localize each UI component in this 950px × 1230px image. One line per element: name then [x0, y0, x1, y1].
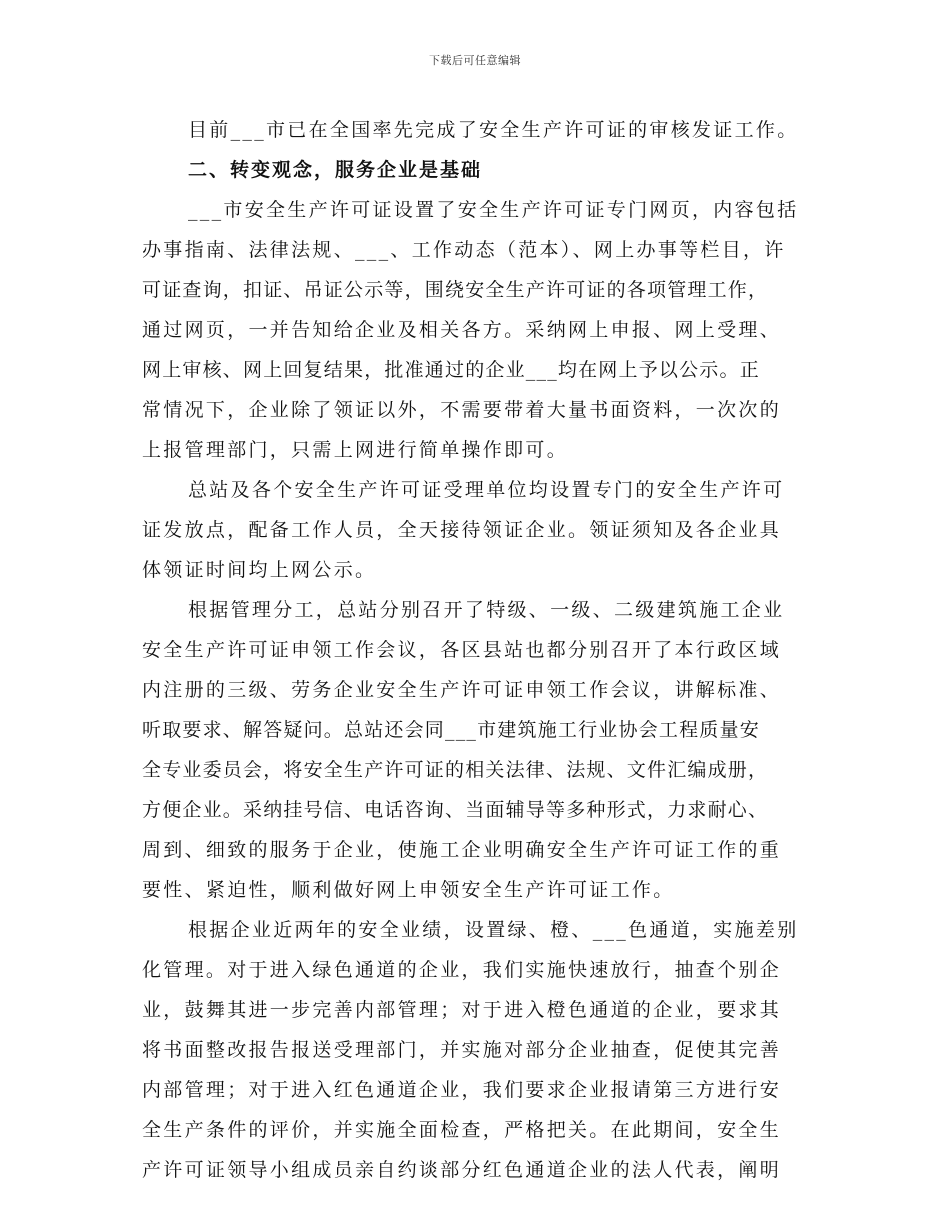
paragraph-line: 听取要求、解答疑问。总站还会同___市建筑施工行业协会工程质量安	[142, 719, 760, 741]
paragraph-line: 总站及各个安全生产许可证受理单位均设置专门的安全生产许可	[188, 479, 785, 501]
paragraph-line: ___市安全生产许可证设置了安全生产许可证专门网页，内容包括	[188, 199, 799, 221]
paragraph-line: 根据企业近两年的安全业绩，设置绿、橙、___色通道，实施差别	[188, 919, 799, 941]
paragraph-line: 将书面整改报告报送受理部门，并实施对部分企业抽查，促使其完善	[142, 1039, 782, 1061]
paragraph-line: 常情况下，企业除了领证以外，不需要带着大量书面资料，一次次的	[142, 399, 782, 421]
paragraph-line: 办事指南、法律法规、___、工作动态（范本）、网上办事等栏目，许	[142, 239, 786, 261]
paragraph-line: 化管理。对于进入绿色通道的企业，我们实施快速放行，抽查个别企	[142, 959, 782, 981]
paragraph-line: 周到、细致的服务于企业，使施工企业明确安全生产许可证工作的重	[142, 839, 782, 861]
paragraph-line: 根据管理分工，总站分别召开了特级、一级、二级建筑施工企业	[188, 599, 785, 621]
paragraph-line: 业，鼓舞其进一步完善内部管理；对于进入橙色通道的企业，要求其	[142, 999, 782, 1021]
paragraph-line: 要性、紧迫性，顺利做好网上申领安全生产许可证工作。	[142, 879, 675, 901]
paragraph-line: 网上审核、网上回复结果，批准通过的企业___均在网上予以公示。正	[142, 359, 760, 381]
paragraph-line: 体领证时间均上网公示。	[142, 559, 377, 581]
paragraph-line: 方便企业。采纳挂号信、电话咨询、当面辅导等多种形式，力求耐心、	[142, 799, 769, 821]
paragraph-line: 目前___市已在全国率先完成了安全生产许可证的审核发证工作。	[188, 119, 799, 141]
paragraph-line: 内注册的三级、劳务企业安全生产许可证申领工作会议，讲解标准、	[142, 679, 782, 701]
document-body	[142, 110, 810, 1190]
page-header: 下载后可任意编辑	[429, 54, 521, 67]
paragraph-line: 全专业委员会，将安全生产许可证的相关法律、法规、文件汇编成册，	[142, 759, 769, 781]
paragraph-line: 可证查询，扣证、吊证公示等，围绕安全生产许可证的各项管理工作，	[142, 279, 769, 301]
section-heading: 二、转变观念，服务企业是基础	[188, 159, 483, 181]
paragraph-line: 通过网页，一并告知给企业及相关各方。采纳网上申报、网上受理、	[142, 319, 782, 341]
paragraph-line: 全生产条件的评价，并实施全面检查，严格把关。在此期间，安全生	[142, 1119, 782, 1141]
paragraph-line: 上报管理部门，只需上网进行简单操作即可。	[142, 439, 569, 461]
paragraph-line: 内部管理；对于进入红色通道企业，我们要求企业报请第三方进行安	[142, 1079, 782, 1101]
paragraph-line: 证发放点，配备工作人员，全天接待领证企业。领证须知及各企业具	[142, 519, 782, 541]
paragraph-line: 安全生产许可证申领工作会议，各区县站也都分别召开了本行政区域	[142, 639, 782, 661]
paragraph-line: 产许可证领导小组成员亲自约谈部分红色通道企业的法人代表，阐明	[142, 1159, 782, 1181]
